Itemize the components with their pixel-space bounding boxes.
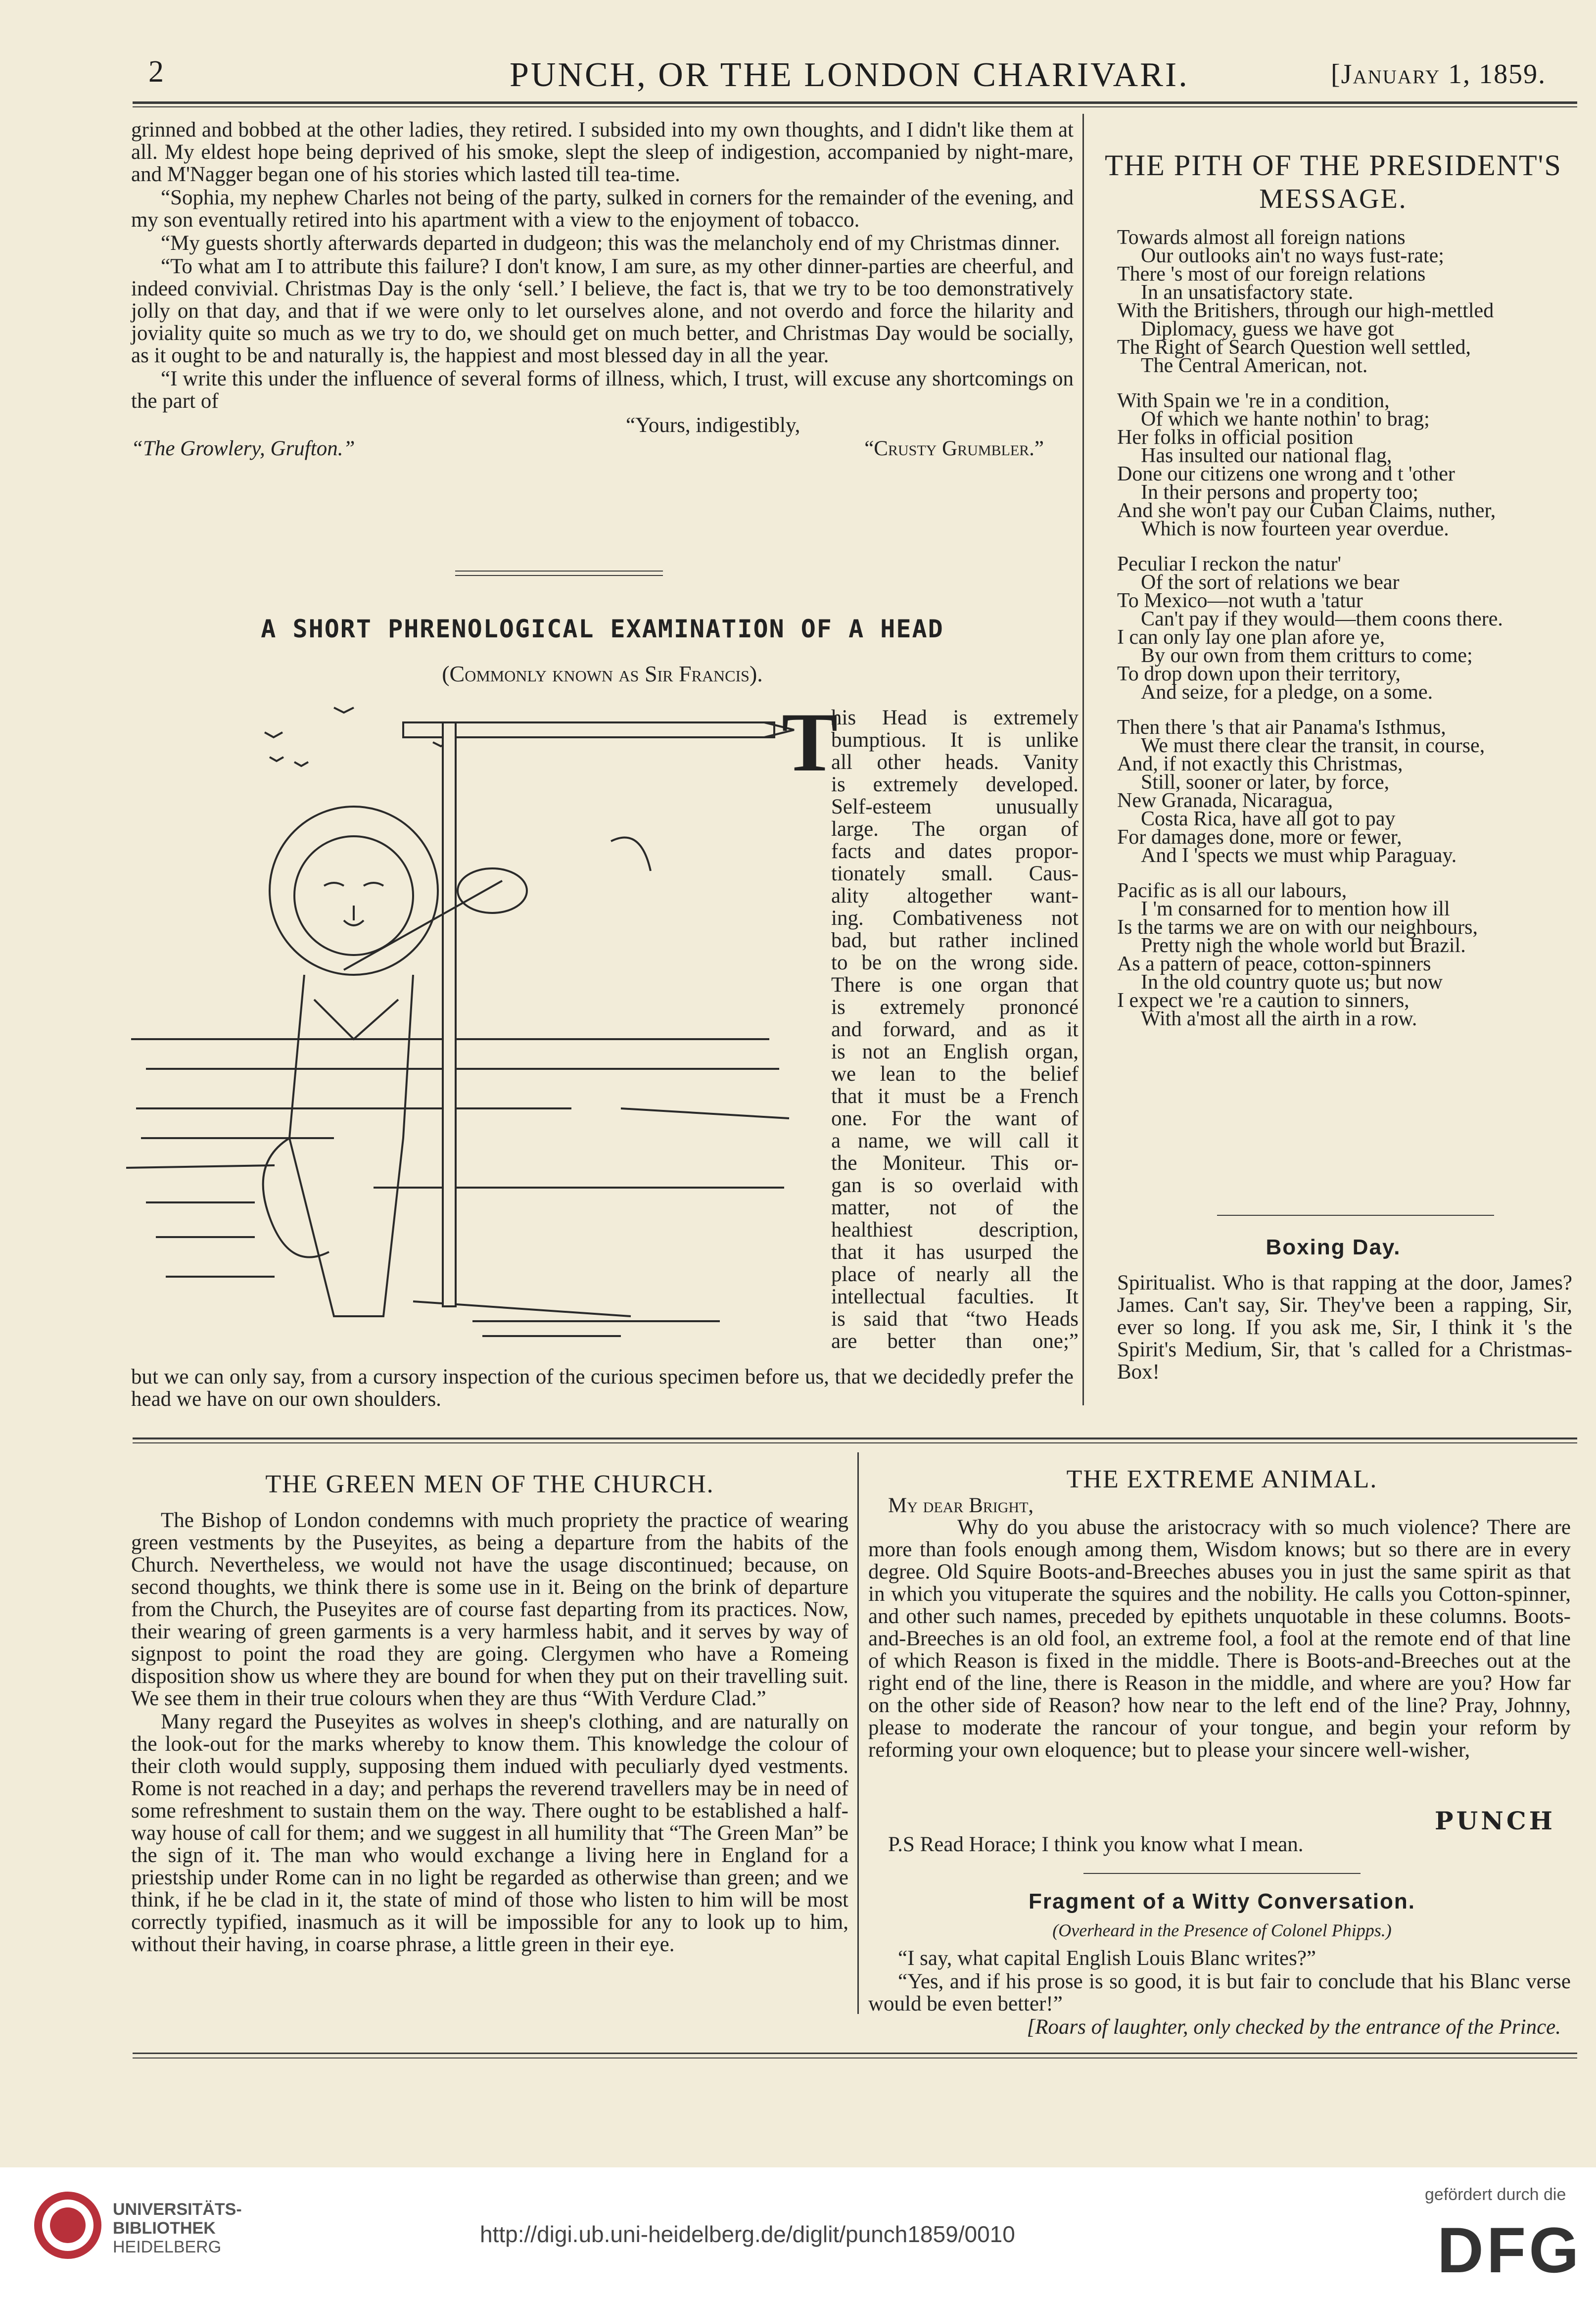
phrenology-line: ing. Combativeness not bbox=[831, 907, 1079, 930]
phrenology-line: is not an English organ, bbox=[831, 1040, 1079, 1063]
poem-stanza bbox=[1117, 389, 1572, 540]
poem-line: I can only lay one plan afore ye, bbox=[1117, 626, 1385, 649]
poem-line: We must there clear the transit, in course, bbox=[1141, 734, 1485, 757]
poem-line: In an unsatisfactory state. bbox=[1141, 281, 1354, 304]
phrenology-line: healthiest description, bbox=[831, 1218, 1079, 1242]
phrenology-line: the Moniteur. This or- bbox=[831, 1151, 1079, 1175]
dfg-logo: DFG bbox=[1437, 2214, 1582, 2286]
bottom-rule bbox=[133, 2053, 1577, 2054]
poem-line: Done our citizens one wrong and t 'other bbox=[1117, 463, 1455, 485]
header-rule-thin bbox=[133, 106, 1577, 107]
phrenology-line: his Head is extremely bbox=[831, 706, 1079, 729]
phrenology-line: bumptious. It is unlike bbox=[831, 728, 1079, 752]
poem-line: Her folks in official position bbox=[1117, 426, 1354, 449]
poem-line: I expect we 're a caution to sinners, bbox=[1117, 989, 1409, 1012]
phrenology-tail: but we can only say, from a cursory inspection of the curious specimen before us, that we decidedly prefer the head we have on our own shoulders. bbox=[131, 1365, 1074, 1411]
poem-line: Which is now fourteen year overdue. bbox=[1141, 518, 1449, 540]
poem-line: The Central American, not. bbox=[1141, 354, 1368, 377]
poem-line: Still, sooner or later, by force, bbox=[1141, 771, 1390, 794]
poem-stanza bbox=[1117, 718, 1572, 865]
phrenology-line: are better than one;” bbox=[831, 1330, 1079, 1353]
phrenology-line: is extremely developed. bbox=[831, 773, 1079, 796]
green-men-text bbox=[131, 1509, 848, 1957]
page-number: 2 bbox=[148, 55, 164, 89]
poem-line: To Mexico—not wuth a 'tatur bbox=[1117, 589, 1363, 612]
poem-line: To drop down upon their territory, bbox=[1117, 663, 1401, 685]
poem-line: Of which we hante nothin' to brag; bbox=[1141, 408, 1430, 431]
phrenology-line: intellectual faculties. It bbox=[831, 1285, 1079, 1308]
phrenology-line: that it must be a French bbox=[831, 1085, 1079, 1108]
growler-paragraph: “My guests shortly afterwards departed in dudgeon; this was the melancholy end of my Christmas dinner. bbox=[161, 232, 1060, 255]
extreme-title: THE EXTREME ANIMAL. bbox=[1066, 1465, 1378, 1493]
extreme-body: Why do you abuse the aristocracy with so much violence? There are more than fools enough among them, Wisdom knows; but so there are in every degree. Old Squire Boots-and-Breeches abuses you in just the same spirit as that in which you vituperate the squires and the nobility. He calls you Cotton-spinner, and other such names, preceded by epithets unquotable in these columns. Boots-and-Breeches is an old fool, an extreme fool, a fool at the remote end of that line of which Reason is fixed in the middle. There is Boots-and-Breeches out at the right end of the line, there is Reason in the middle, and where are you? How far on the other side of Reason? how near to the left end of the line? Pray, Johnny, please to moderate the rancour of your tongue, and begin your reform by reforming your own eloquence; but to please your sincere well-wisher, bbox=[868, 1516, 1571, 1762]
phrenology-line: all other heads. Vanity bbox=[831, 751, 1079, 774]
green-men-paragraph: The Bishop of London condemns with much propriety the practice of wearing green vestments by the Puseyites, as being a departure from the habits of the Church. Nevertheless, we would not have the usage discontinued; because, on second thoughts, we think there is some use in it. Being on the brink of departure from the Church, the Puseyites are of course fast departing from its practices. Now, their wearing of green garments is a very harmless habit, and it serves by way of signpost to point the road they are going. Clergymen who have a Romeing disposition show us where they are bound for when they put on their travelling suit. We see them in their true colours when they are thus “With Verdure Clad.” bbox=[131, 1509, 848, 1710]
poem-line: And seize, for a pledge, on a some. bbox=[1141, 681, 1433, 704]
phrenology-line: one. For the want of bbox=[831, 1107, 1079, 1130]
extreme-salutation: My dear Bright, bbox=[888, 1494, 1034, 1517]
middle-rule bbox=[133, 1437, 1577, 1439]
poem-line: And, if not exactly this Christmas, bbox=[1117, 753, 1403, 775]
phrenology-line: is said that “two Heads bbox=[831, 1307, 1079, 1331]
green-men-paragraph: Many regard the Puseyites as wolves in sheep's clothing, and are naturally on the look-out for the marks whereby to know them. This knowledge the colour of their cloth would supply, supposing them indued with peculiarly dyed vestments. Rome is not reached in a day; and perhaps the reverend travellers may be in need of some refreshment to sustain them on the way. There ought to be established a half-way house of call for them; and we suggest in all humility that “The Green Man” be the sign of it. The man who would exchange a living here in England for a priestship under Rome can in no light be regarded as otherwise than green; and we think, if he be clad in it, the state of mind of those who listen to him will be most correctly typified, inasmuch as it will be impossible for any to look up to him, without their having, in coarse phrase, a little green in their eye. bbox=[131, 1710, 848, 1956]
growler-signature: “Crusty Grumbler.” bbox=[864, 437, 1044, 460]
issue-date: [January 1, 1859. bbox=[1331, 59, 1547, 90]
growler-paragraph: “Sophia, my nephew Charles not being of the party, sulked in corners for the remainder of the evening, and my son eventually retired into his apartment with a view to the enjoyment of tobacco. bbox=[131, 186, 1074, 232]
poem-line: Peculiar I reckon the natur' bbox=[1117, 553, 1342, 575]
poem-line: And she won't pay our Cuban Claims, nuther, bbox=[1117, 499, 1496, 522]
lion-signpost-illustration bbox=[126, 693, 839, 1366]
poem-line: Then there 's that air Panama's Isthmus, bbox=[1117, 716, 1446, 739]
section-divider bbox=[455, 575, 663, 576]
funding-note: gefördert durch die bbox=[1425, 2185, 1566, 2204]
growler-paragraph: “To what am I to attribute this failure? I don't know, I am sure, as my other dinner-parties are cheerful, and indeed convivial. Christmas Day is the only ‘sell.’ I believe, the fact is, that we try to be too demonstratively jolly on that day, and that if we were only to let ourselves alone, and not overdo and force the hilarity and joviality quite so much as we try to do, we should get on much better, and Christmas Day would be socially, as it ought to be and naturally is, the happiest and most blessed day in all the year. bbox=[131, 255, 1074, 367]
poem-line: With the Britishers, through our high-mettled bbox=[1117, 299, 1494, 322]
poem-line: New Granada, Nicaragua, bbox=[1117, 789, 1333, 812]
phrenology-line: matter, not of the bbox=[831, 1196, 1079, 1219]
phrenology-line: to be on the wrong side. bbox=[831, 951, 1079, 974]
poem-line: Of the sort of relations we bear bbox=[1141, 571, 1400, 594]
fragment-stage-direction: [Roars of laughter, only checked by the entrance of the Prince. bbox=[1027, 2015, 1561, 2039]
phrenology-title: A SHORT PHRENOLOGICAL EXAMINATION OF A HEAD bbox=[261, 615, 944, 643]
phrenology-line: we lean to the belief bbox=[831, 1062, 1079, 1086]
pith-title: THE PITH OF THE PRESIDENT'S bbox=[1105, 149, 1562, 182]
poem-line: In their persons and property too; bbox=[1141, 481, 1419, 504]
bottom-rule-thin bbox=[133, 2058, 1577, 2059]
phrenology-text bbox=[831, 707, 1079, 1352]
phrenology-subtitle: (Commonly known as Sir Francis). bbox=[442, 661, 763, 686]
poem-line: For damages done, more or fewer, bbox=[1117, 826, 1402, 849]
boxing-title: Boxing Day. bbox=[1266, 1235, 1401, 1259]
growler-place: “The Growlery, Grufton.” bbox=[131, 437, 355, 460]
permalink-url[interactable]: http://digi.ub.uni-heidelberg.de/diglit/punch1859/0010 bbox=[480, 2221, 1015, 2247]
poem-line: Costa Rica, have all got to pay bbox=[1141, 808, 1396, 830]
poem-line: There 's most of our foreign relations bbox=[1117, 263, 1426, 286]
fragment-line: “Yes, and if his prose is so good, it is but fair to conclude that his Blanc verse would be even better!” bbox=[868, 1970, 1571, 2015]
phrenology-line: tionately small. Caus- bbox=[831, 862, 1079, 885]
boxing-text: Spiritualist. Who is that rapping at the door, James? James. Can't say, Sir. They've been a rapping, Sir, ever so long. If you ask me, Sir, I think it 's the Spirit's Medium, Sir, that 's called for a Christmas-Box! bbox=[1117, 1271, 1572, 1384]
poem-line: And I 'spects we must whip Paraguay. bbox=[1141, 844, 1457, 867]
phrenology-line: ality altogether want- bbox=[831, 884, 1079, 908]
poem-line: As a pattern of peace, cotton-spinners bbox=[1117, 953, 1431, 975]
poem-line: With a'most all the airth in a row. bbox=[1141, 1007, 1417, 1030]
phrenology-line: bad, but rather inclined bbox=[831, 929, 1079, 952]
phrenology-drop-cap: T bbox=[782, 696, 838, 789]
library-name: UNIVERSITÄTS- BIBLIOTHEK HEIDELBERG bbox=[113, 2200, 242, 2256]
poem-line: By our own from them critturs to come; bbox=[1141, 644, 1473, 667]
phrenology-line: Self-esteem unusually bbox=[831, 795, 1079, 818]
university-seal-icon bbox=[31, 2188, 105, 2262]
growler-paragraph: “I write this under the influence of several forms of illness, which, I trust, will excuse any shortcomings on the part of bbox=[131, 367, 1074, 413]
poem-stanza bbox=[1117, 555, 1572, 702]
column-rule-upper bbox=[1082, 114, 1084, 1405]
fragment-line: “I say, what capital English Louis Blanc writes?” bbox=[898, 1947, 1316, 1970]
phrenology-line: is extremely prononcé bbox=[831, 996, 1079, 1019]
fragment-text bbox=[868, 1947, 1571, 2039]
poem-line: In the old country quote us; but now bbox=[1141, 971, 1443, 994]
poem-line: Has insulted our national flag, bbox=[1141, 444, 1392, 467]
poem-stanza bbox=[1117, 879, 1572, 1030]
growler-paragraph: grinned and bobbed at the other ladies, they retired. I subsided into my own thoughts, and I didn't like them at all. My eldest hope being deprived of his smoke, slept the sleep of indigestion, accompanied by night-mare, and M'Nagger began one of his stories which lasted till tea-time. bbox=[131, 118, 1074, 186]
pith-poem bbox=[1117, 226, 1572, 1045]
section-divider bbox=[1217, 1215, 1494, 1216]
section-divider bbox=[1083, 1873, 1361, 1874]
poem-line: Pretty nigh the whole world but Brazil. bbox=[1141, 934, 1466, 957]
poem-line: Diplomacy, guess we have got bbox=[1141, 318, 1394, 340]
phrenology-line: and forward, and as it bbox=[831, 1018, 1079, 1041]
middle-rule-thin bbox=[133, 1442, 1577, 1443]
masthead-title: PUNCH, OR THE LONDON CHARIVARI. bbox=[510, 56, 1189, 94]
extreme-signature: PUNCH bbox=[1435, 1806, 1555, 1835]
poem-line: Is the tarms we are on with our neighbours, bbox=[1117, 916, 1478, 939]
fragment-subtitle: (Overheard in the Presence of Colonel Phipps.) bbox=[1052, 1920, 1392, 1940]
phrenology-line: a name, we will call it bbox=[831, 1129, 1079, 1152]
poem-line: Towards almost all foreign nations bbox=[1117, 226, 1406, 249]
phrenology-line: gan is so overlaid with bbox=[831, 1174, 1079, 1197]
fragment-title: Fragment of a Witty Conversation. bbox=[1029, 1889, 1415, 1914]
extreme-ps: P.S Read Horace; I think you know what I mean. bbox=[888, 1833, 1304, 1856]
phrenology-line: large. The organ of bbox=[831, 817, 1079, 841]
growler-letter bbox=[131, 119, 1074, 462]
digital-library-footer bbox=[0, 2167, 1596, 2298]
poem-line: Can't pay if they would—them coons there. bbox=[1141, 608, 1503, 630]
column-rule-lower bbox=[857, 1452, 859, 2014]
poem-line: I 'm consarned for to mention how ill bbox=[1141, 898, 1450, 920]
phrenology-line: that it has usurped the bbox=[831, 1241, 1079, 1264]
poem-line: Pacific as is all our labours, bbox=[1117, 879, 1347, 902]
growler-closing: “Yours, indigestibly, bbox=[626, 414, 800, 437]
header-rule bbox=[133, 101, 1577, 104]
pith-title-line2: MESSAGE. bbox=[1259, 184, 1408, 214]
section-divider bbox=[455, 571, 663, 572]
phrenology-line: place of nearly all the bbox=[831, 1263, 1079, 1286]
phrenology-line: There is one organ that bbox=[831, 973, 1079, 997]
poem-line: With Spain we 're in a condition, bbox=[1117, 389, 1390, 412]
phrenology-line: facts and dates propor- bbox=[831, 840, 1079, 863]
poem-stanza bbox=[1117, 226, 1572, 377]
green-men-title: THE GREEN MEN OF THE CHURCH. bbox=[265, 1470, 714, 1498]
poem-line: Our outlooks ain't no ways fust-rate; bbox=[1141, 244, 1444, 267]
poem-line: The Right of Search Question well settled, bbox=[1117, 336, 1471, 359]
